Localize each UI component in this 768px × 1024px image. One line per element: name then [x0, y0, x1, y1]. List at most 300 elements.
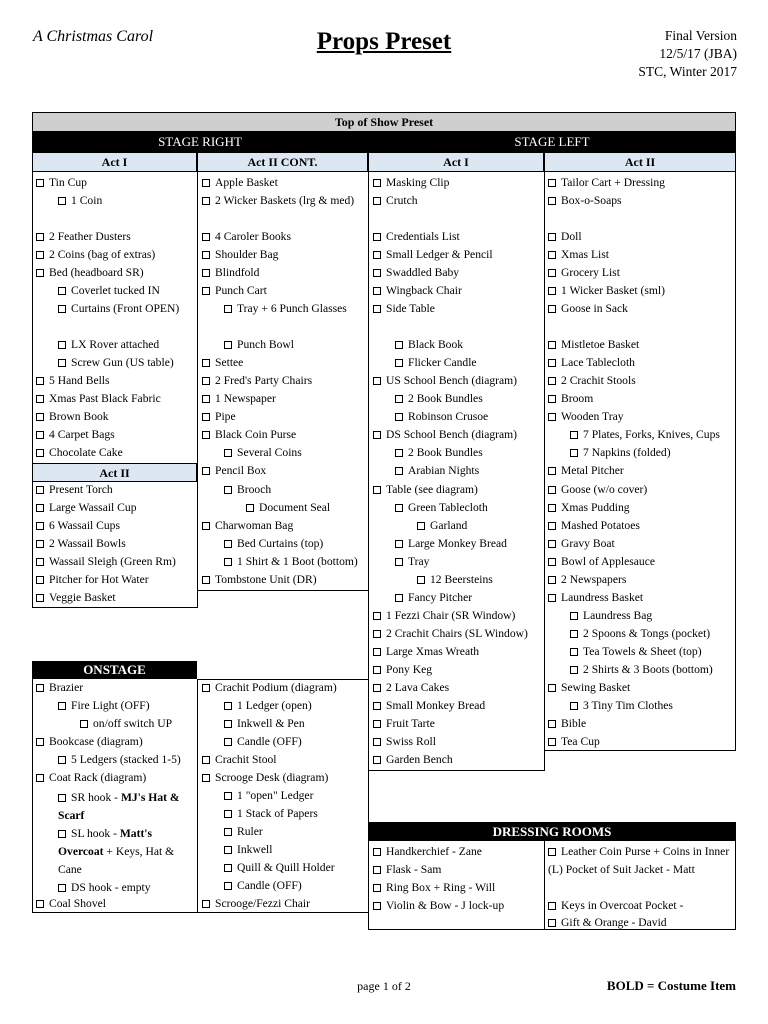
dressing-item[interactable]: [373, 861, 543, 879]
checklist-item[interactable]: [224, 446, 302, 460]
checkbox-icon[interactable]: [373, 848, 381, 856]
checklist-item[interactable]: [395, 501, 488, 515]
checklist-item[interactable]: [224, 302, 347, 316]
checklist-item[interactable]: [202, 771, 328, 785]
checklist-item[interactable]: [395, 591, 472, 605]
checklist-item[interactable]: [570, 627, 710, 641]
checklist-item[interactable]: [548, 537, 615, 551]
checklist-item[interactable]: [373, 627, 528, 641]
checklist-item[interactable]: [373, 194, 418, 208]
item-label: Box-o-Soaps: [561, 194, 622, 207]
checkbox-icon[interactable]: [373, 431, 381, 439]
checklist-item[interactable]: [548, 483, 647, 497]
checkbox-icon[interactable]: [36, 269, 44, 277]
checkbox-icon[interactable]: [373, 666, 381, 674]
checkbox-icon[interactable]: [224, 792, 232, 800]
item-label: 2 Fred's Party Chairs: [215, 374, 313, 387]
item-label: Sewing Basket: [561, 681, 631, 694]
checkbox-icon[interactable]: [202, 900, 210, 908]
checkbox-icon[interactable]: [246, 504, 254, 512]
checkbox-icon[interactable]: [202, 269, 210, 277]
checklist-item[interactable]: [36, 446, 123, 460]
item-label: Violin & Bow - J lock-up: [386, 899, 505, 912]
checklist-item[interactable]: [202, 681, 337, 695]
checkbox-icon[interactable]: [202, 377, 210, 385]
checklist-item[interactable]: [373, 248, 493, 262]
checkbox-icon[interactable]: [373, 269, 381, 277]
checklist-item[interactable]: [548, 194, 622, 208]
checkbox-icon[interactable]: [224, 846, 232, 854]
checkbox-icon[interactable]: [373, 684, 381, 692]
checklist-item[interactable]: [36, 248, 155, 262]
checkbox-icon[interactable]: [36, 251, 44, 259]
checklist-item[interactable]: [202, 248, 278, 262]
checkbox-icon[interactable]: [395, 449, 403, 457]
checklist-item[interactable]: [224, 717, 305, 731]
checkbox-icon[interactable]: [548, 377, 556, 385]
item-label: Flicker Candle: [408, 356, 477, 369]
checkbox-icon[interactable]: [224, 810, 232, 818]
item-label: Ring Box + Ring - Will: [386, 881, 496, 894]
checklist-item[interactable]: [570, 428, 720, 442]
checkbox-icon[interactable]: [58, 756, 66, 764]
checkbox-icon[interactable]: [36, 486, 44, 494]
checklist-item[interactable]: [373, 302, 435, 316]
checklist-item[interactable]: [224, 879, 302, 893]
checkbox-icon[interactable]: [224, 738, 232, 746]
item-label: Lace Tablecloth: [561, 356, 635, 369]
checkbox-icon[interactable]: [548, 522, 556, 530]
checklist-item[interactable]: [224, 825, 263, 839]
checkbox-icon[interactable]: [548, 287, 556, 295]
checklist-item[interactable]: [36, 374, 110, 388]
checkbox-icon[interactable]: [548, 540, 556, 548]
checklist-item[interactable]: [202, 176, 278, 190]
checkbox-icon[interactable]: [570, 666, 578, 674]
checkbox-icon[interactable]: [548, 305, 556, 313]
checkbox-icon[interactable]: [373, 738, 381, 746]
checklist-item[interactable]: [395, 464, 479, 478]
checkbox-icon[interactable]: [570, 648, 578, 656]
checkbox-icon[interactable]: [395, 341, 403, 349]
checkbox-icon[interactable]: [224, 540, 232, 548]
checkbox-icon[interactable]: [570, 612, 578, 620]
checkbox-icon[interactable]: [224, 558, 232, 566]
checkbox-icon[interactable]: [58, 305, 66, 313]
checklist-item[interactable]: [36, 392, 161, 406]
checkbox-icon[interactable]: [224, 449, 232, 457]
item-label: 1 Wicker Basket (sml): [561, 284, 665, 297]
checkbox-icon[interactable]: [548, 594, 556, 602]
checklist-item[interactable]: [395, 537, 507, 551]
checkbox-icon[interactable]: [36, 594, 44, 602]
checklist-item[interactable]: [570, 645, 702, 659]
checkbox-icon[interactable]: [224, 720, 232, 728]
checkbox-icon[interactable]: [202, 467, 210, 475]
checklist-item[interactable]: [548, 464, 624, 478]
item-label: Settee: [215, 356, 244, 369]
checkbox-icon[interactable]: [202, 395, 210, 403]
checklist-item[interactable]: [224, 537, 323, 551]
checkbox-icon[interactable]: [202, 576, 210, 584]
checklist-item[interactable]: [395, 356, 477, 370]
item-label: Inkwell & Pen: [237, 717, 305, 730]
checkbox-icon[interactable]: [548, 848, 556, 856]
item-label: Tombstone Unit (DR): [215, 573, 317, 586]
checklist-item[interactable]: [36, 555, 176, 569]
checkbox-icon[interactable]: [202, 251, 210, 259]
checklist-item[interactable]: [373, 428, 517, 442]
checkbox-icon[interactable]: [548, 902, 556, 910]
checkbox-icon[interactable]: [373, 866, 381, 874]
checkbox-icon[interactable]: [548, 504, 556, 512]
checklist-item[interactable]: [202, 519, 293, 533]
checkbox-icon[interactable]: [570, 431, 578, 439]
checkbox-icon[interactable]: [373, 630, 381, 638]
checkbox-icon[interactable]: [373, 197, 381, 205]
checklist-item[interactable]: [548, 591, 643, 605]
checklist-item[interactable]: [36, 573, 149, 587]
checkbox-icon[interactable]: [224, 828, 232, 836]
checkbox-icon[interactable]: [373, 179, 381, 187]
checklist-item[interactable]: [570, 699, 673, 713]
checklist-item[interactable]: [58, 753, 181, 767]
item-label: Candle (OFF): [237, 735, 302, 748]
checkbox-icon[interactable]: [548, 251, 556, 259]
checkbox-icon[interactable]: [373, 377, 381, 385]
dressing-item[interactable]: [373, 843, 543, 861]
dressing-item[interactable]: [548, 914, 734, 932]
checkbox-icon[interactable]: [36, 233, 44, 241]
checklist-item[interactable]: [36, 428, 115, 442]
dressing-item[interactable]: [548, 897, 734, 915]
checklist-item[interactable]: [202, 284, 267, 298]
checkbox-icon[interactable]: [548, 269, 556, 277]
checklist-item[interactable]: [373, 374, 517, 388]
checkbox-icon[interactable]: [224, 305, 232, 313]
checklist-item[interactable]: [36, 735, 143, 749]
checkbox-icon[interactable]: [58, 794, 66, 802]
checkbox-icon[interactable]: [373, 702, 381, 710]
checklist-item[interactable]: [548, 681, 630, 695]
checklist-item[interactable]: [373, 483, 478, 497]
checklist-item[interactable]: [548, 555, 655, 569]
checklist-item[interactable]: [202, 374, 312, 388]
checklist-item[interactable]: [373, 284, 462, 298]
checkbox-icon[interactable]: [202, 179, 210, 187]
checklist-item[interactable]: [202, 194, 354, 208]
checkbox-icon[interactable]: [548, 486, 556, 494]
checkbox-icon[interactable]: [36, 900, 44, 908]
item-label: 3 Tiny Tim Clothes: [583, 699, 673, 712]
checklist-item[interactable]: [548, 356, 635, 370]
checkbox-icon[interactable]: [224, 864, 232, 872]
checkbox-icon[interactable]: [224, 882, 232, 890]
checkbox-icon[interactable]: [548, 413, 556, 421]
checkbox-icon[interactable]: [36, 540, 44, 548]
checklist-item[interactable]: [548, 573, 626, 587]
checkbox-icon[interactable]: [548, 720, 556, 728]
checkbox-icon[interactable]: [58, 702, 66, 710]
checklist-item[interactable]: [202, 392, 276, 406]
checklist-item[interactable]: [548, 248, 609, 262]
item-label: Garden Bench: [386, 753, 453, 766]
checklist-item[interactable]: [373, 717, 435, 731]
dressing-item[interactable]: [548, 843, 734, 879]
checklist-item[interactable]: [548, 230, 582, 244]
dressing-item[interactable]: [373, 897, 543, 915]
item-label: Laundress Basket: [561, 591, 644, 604]
checklist-item[interactable]: [202, 410, 236, 424]
checkbox-icon[interactable]: [395, 558, 403, 566]
item-label: Robinson Crusoe: [408, 410, 489, 423]
item-label: Curtains (Front OPEN): [71, 302, 180, 315]
checkbox-icon[interactable]: [224, 702, 232, 710]
checklist-item[interactable]: [395, 410, 488, 424]
checklist-item[interactable]: [202, 230, 291, 244]
coat-hook-item[interactable]: [58, 879, 196, 897]
checkbox-icon[interactable]: [58, 341, 66, 349]
item-label: 1 Ledger (open): [237, 699, 312, 712]
checklist-item[interactable]: [36, 176, 87, 190]
checklist-item[interactable]: [395, 446, 483, 460]
checkbox-icon[interactable]: [36, 522, 44, 530]
checklist-item[interactable]: [36, 519, 120, 533]
checkbox-icon[interactable]: [58, 830, 66, 838]
checklist-item[interactable]: [373, 176, 449, 190]
item-label: Gift & Orange - David: [561, 916, 667, 929]
checklist-item[interactable]: [224, 861, 335, 875]
version-info: [638, 27, 737, 81]
checklist-item[interactable]: [224, 735, 302, 749]
checkbox-icon[interactable]: [80, 720, 88, 728]
checkbox-icon[interactable]: [570, 702, 578, 710]
checklist-item[interactable]: [548, 266, 620, 280]
checkbox-icon[interactable]: [202, 522, 210, 530]
checklist-item[interactable]: [395, 338, 463, 352]
checkbox-icon[interactable]: [548, 684, 556, 692]
checklist-item[interactable]: [548, 519, 640, 533]
checklist-item[interactable]: [570, 446, 671, 460]
checkbox-icon[interactable]: [417, 576, 425, 584]
checklist-item[interactable]: [202, 356, 243, 370]
checklist-item[interactable]: [58, 302, 179, 316]
checklist-item[interactable]: [373, 681, 449, 695]
coat-hook-item[interactable]: [58, 825, 196, 879]
checklist-item[interactable]: [373, 699, 485, 713]
checkbox-icon[interactable]: [395, 467, 403, 475]
checkbox-icon[interactable]: [373, 648, 381, 656]
checkbox-icon[interactable]: [570, 630, 578, 638]
checklist-item[interactable]: [373, 609, 515, 623]
checklist-item[interactable]: [36, 591, 116, 605]
item-label: Crachit Podium (diagram): [215, 681, 337, 694]
checkbox-icon[interactable]: [373, 486, 381, 494]
checkbox-icon[interactable]: [373, 884, 381, 892]
checklist-item[interactable]: [224, 338, 294, 352]
checkbox-icon[interactable]: [548, 576, 556, 584]
checkbox-icon[interactable]: [548, 341, 556, 349]
checklist-item[interactable]: [36, 266, 144, 280]
checklist-item[interactable]: [570, 663, 713, 677]
checkbox-icon[interactable]: [36, 738, 44, 746]
checkbox-icon[interactable]: [373, 720, 381, 728]
item-label: Shoulder Bag: [215, 248, 279, 261]
checkbox-icon[interactable]: [373, 902, 381, 910]
checklist-item[interactable]: [417, 519, 467, 533]
checkbox-icon[interactable]: [202, 233, 210, 241]
checkbox-icon[interactable]: [373, 612, 381, 620]
checklist-item[interactable]: [548, 392, 593, 406]
checklist-item[interactable]: [373, 735, 436, 749]
checkbox-icon[interactable]: [417, 522, 425, 530]
checklist-item[interactable]: [395, 555, 429, 569]
checkbox-icon[interactable]: [202, 359, 210, 367]
checkbox-icon[interactable]: [202, 197, 210, 205]
checklist-item[interactable]: [373, 753, 453, 767]
checklist-item[interactable]: [224, 789, 313, 803]
item-label: Pitcher for Hot Water: [49, 573, 149, 586]
checkbox-icon[interactable]: [548, 359, 556, 367]
checkbox-icon[interactable]: [548, 738, 556, 746]
coat-hook-item[interactable]: [58, 789, 196, 825]
checkbox-icon[interactable]: [36, 413, 44, 421]
checklist-item[interactable]: [58, 194, 102, 208]
checklist-item[interactable]: [202, 573, 317, 587]
checkbox-icon[interactable]: [36, 684, 44, 692]
checklist-item[interactable]: [548, 501, 630, 515]
checklist-item[interactable]: [36, 681, 83, 695]
checklist-item[interactable]: [36, 771, 146, 785]
checkbox-icon[interactable]: [570, 449, 578, 457]
checklist-item[interactable]: [202, 897, 310, 911]
checklist-item[interactable]: [548, 717, 586, 731]
checkbox-icon[interactable]: [548, 558, 556, 566]
checkbox-icon[interactable]: [373, 251, 381, 259]
checklist-item[interactable]: [36, 230, 131, 244]
checklist-item[interactable]: [80, 717, 172, 731]
checkbox-icon[interactable]: [202, 287, 210, 295]
checklist-item[interactable]: [58, 338, 159, 352]
checkbox-icon[interactable]: [58, 359, 66, 367]
checklist-item[interactable]: [58, 699, 150, 713]
checklist-item[interactable]: [548, 410, 624, 424]
item-label: Swiss Roll: [386, 735, 436, 748]
checkbox-icon[interactable]: [548, 233, 556, 241]
checkbox-icon[interactable]: [202, 774, 210, 782]
checkbox-icon[interactable]: [395, 413, 403, 421]
checklist-item[interactable]: [570, 609, 652, 623]
item-label: Ruler: [237, 825, 263, 838]
checklist-item[interactable]: [548, 176, 665, 190]
checkbox-icon[interactable]: [36, 774, 44, 782]
checklist-item[interactable]: [373, 230, 460, 244]
checkbox-icon[interactable]: [395, 504, 403, 512]
checkbox-icon[interactable]: [36, 504, 44, 512]
checkbox-icon[interactable]: [202, 431, 210, 439]
item-label: Crachit Stool: [215, 753, 277, 766]
checkbox-icon[interactable]: [395, 540, 403, 548]
checklist-item[interactable]: [202, 753, 277, 767]
checkbox-icon[interactable]: [224, 486, 232, 494]
sl-act2-header: Act II: [544, 152, 736, 172]
checkbox-icon[interactable]: [36, 431, 44, 439]
checklist-item[interactable]: [373, 663, 432, 677]
item-label: Coal Shovel: [49, 897, 107, 910]
checklist-item[interactable]: [224, 555, 358, 569]
checklist-item[interactable]: [548, 284, 665, 298]
checklist-item[interactable]: [36, 501, 137, 515]
checklist-item[interactable]: [202, 464, 266, 478]
checkbox-icon[interactable]: [395, 395, 403, 403]
item-label: 5 Hand Bells: [49, 374, 110, 387]
checklist-item[interactable]: [36, 537, 126, 551]
checklist-item[interactable]: [548, 302, 628, 316]
checkbox-icon[interactable]: [202, 756, 210, 764]
dressing-item[interactable]: [373, 879, 543, 897]
checklist-item[interactable]: [246, 501, 330, 515]
checkbox-icon[interactable]: [548, 395, 556, 403]
checkbox-icon[interactable]: [36, 576, 44, 584]
checkbox-icon[interactable]: [36, 377, 44, 385]
checklist-item[interactable]: [373, 645, 479, 659]
checklist-item[interactable]: [548, 374, 636, 388]
checkbox-icon[interactable]: [373, 756, 381, 764]
checkbox-icon[interactable]: [202, 684, 210, 692]
checkbox-icon[interactable]: [548, 919, 556, 927]
checklist-item[interactable]: [36, 410, 109, 424]
checkbox-icon[interactable]: [395, 359, 403, 367]
checklist-item[interactable]: [548, 338, 639, 352]
checkbox-icon[interactable]: [548, 467, 556, 475]
item-label: Brown Book: [49, 410, 109, 423]
checkbox-icon[interactable]: [58, 287, 66, 295]
checkbox-icon[interactable]: [395, 594, 403, 602]
checkbox-icon[interactable]: [224, 341, 232, 349]
item-label: Small Monkey Bread: [386, 699, 486, 712]
checklist-item[interactable]: [202, 266, 259, 280]
checklist-item[interactable]: [202, 428, 296, 442]
checkbox-icon[interactable]: [548, 179, 556, 187]
checklist-item[interactable]: [373, 266, 459, 280]
checkbox-icon[interactable]: [36, 449, 44, 457]
checklist-item[interactable]: [58, 284, 160, 298]
checkbox-icon[interactable]: [36, 179, 44, 187]
checklist-item[interactable]: [417, 573, 493, 587]
checkbox-icon[interactable]: [58, 884, 66, 892]
checkbox-icon[interactable]: [36, 558, 44, 566]
checklist-item[interactable]: [395, 392, 483, 406]
checklist-item[interactable]: [224, 483, 271, 497]
item-label: Swaddled Baby: [386, 266, 460, 279]
sl-act1-header: Act I: [368, 152, 544, 172]
checkbox-icon[interactable]: [36, 395, 44, 403]
checklist-item[interactable]: [224, 843, 272, 857]
checklist-item[interactable]: [224, 807, 318, 821]
checklist-item[interactable]: [36, 897, 106, 911]
checkbox-icon[interactable]: [373, 233, 381, 241]
checklist-item[interactable]: [548, 735, 600, 749]
checkbox-icon[interactable]: [373, 287, 381, 295]
checkbox-icon[interactable]: [373, 305, 381, 313]
checklist-item[interactable]: [36, 483, 113, 497]
checkbox-icon[interactable]: [202, 413, 210, 421]
checklist-item[interactable]: [58, 356, 174, 370]
checkbox-icon[interactable]: [58, 197, 66, 205]
costume-item: MJ's Hat & Scarf: [58, 791, 180, 822]
checklist-item[interactable]: [224, 699, 312, 713]
checkbox-icon[interactable]: [548, 197, 556, 205]
